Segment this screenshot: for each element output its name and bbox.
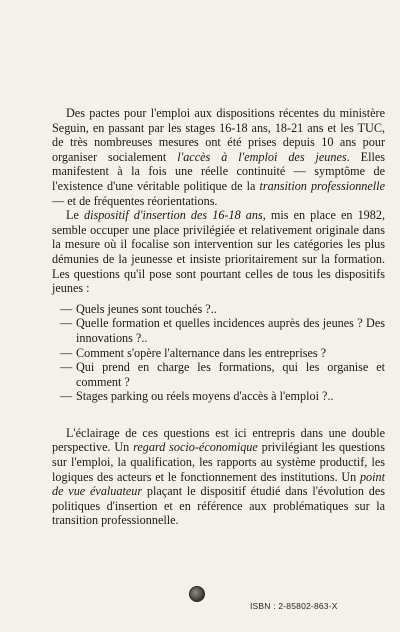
list-item: — Quelle formation et quelles incidences auprès des jeunes ? Des innovations ?..: [60, 316, 385, 345]
emphasis-transition: transition professionnelle: [259, 178, 385, 193]
dash-marker: —: [60, 389, 73, 404]
list-item: — Qui prend en charge les formations, qui les organise et comment ?: [60, 360, 385, 389]
blurb-text: [52, 106, 385, 528]
emphasis-point-de-vue: point de vue évaluateur: [52, 469, 385, 499]
paragraph-3: L'éclairage de ces questions est ici entrepris dans une double perspective. Un regard socio-économique privilégiant les questions sur l'emploi, la qualification, les rapports au système productif, les logiques des acteurs et le fonctionnement des institutions. Un point de vue évaluateur plaçant le dispositif étudié dans l'évolution des politiques d'insertion et en référence aux problématiques sur la transition professionnelle.: [52, 425, 385, 528]
questions-list: [52, 302, 385, 404]
list-item: — Stages parking ou réels moyens d'accès à l'emploi ?..: [60, 389, 334, 404]
list-item: — Comment s'opère l'alternance dans les entreprises ?: [60, 345, 327, 360]
emphasis-regard: regard socio-économique: [133, 440, 258, 455]
dash-marker: —: [60, 301, 73, 316]
emphasis-dispositif: dispositif d'insertion des 16-18 ans,: [83, 208, 266, 223]
dash-marker: —: [60, 345, 73, 360]
list-item: — Quels jeunes sont touchés ?..: [60, 301, 217, 316]
publisher-globe-icon: [189, 586, 205, 602]
paragraph-2: Le dispositif d'insertion des 16-18 ans, mis en place en 1982, semble occuper une place privilégiée et relativement originale dans la mesure où il focalise son intervention sur les catégories les plus démunies de la jeunesse et insiste prioritairement sur la formation. Les questions qu'il pose sont pourtant celles de tous les dispositifs jeunes :: [52, 208, 386, 296]
emphasis-acces-emploi: l'accès à l'emploi des jeunes: [177, 149, 347, 164]
dash-marker: —: [60, 360, 73, 375]
isbn-number: ISBN : 2-85802-863-X: [250, 601, 338, 611]
dash-marker: —: [60, 316, 73, 331]
paragraph-1: Des pactes pour l'emploi aux dispositions récentes du ministère Seguin, en passant par les stages 16-18 ans, 18-21 ans et les TUC, de très nombreuses mesures ont été prises depuis 10 ans pour organiser socialement l'accès à l'emploi des jeunes. Elles manifestent à la fois une réelle continuité — symptôme de l'existence d'une véritable politique de la transition professionnelle — et de fréquentes réorientations.: [52, 106, 385, 208]
